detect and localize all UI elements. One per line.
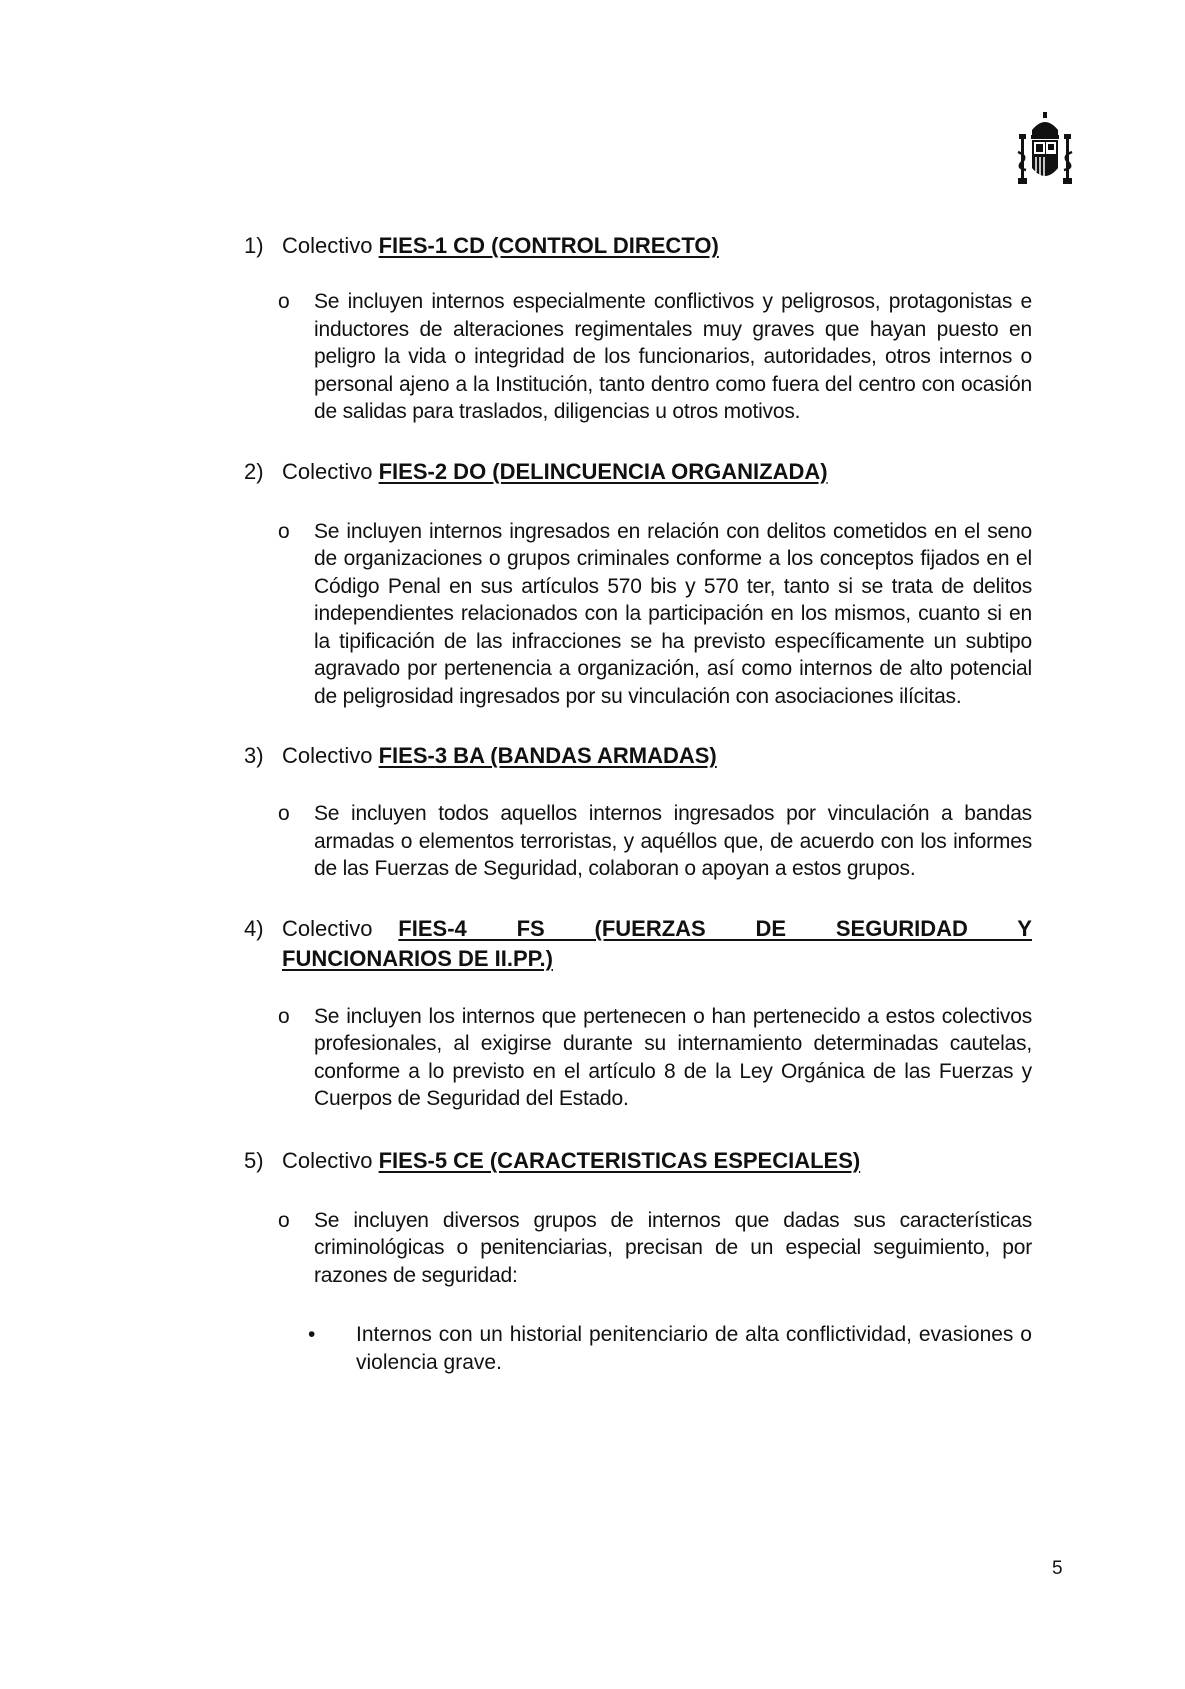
section-fies-5 [244,1147,1032,1377]
item-text: Se incluyen todos aquellos internos ingresados por vinculación a bandas armadas o elementos terroristas, y aquéllos que, de acuerdo con los informes de las Fuerzas de Seguridad, colaboran o apoyan a estos grupos. [314,802,1032,880]
section-number: 4) [244,915,264,941]
page-number: 5 [1052,1558,1063,1579]
list-item [244,1207,1032,1290]
item-text: Se incluyen internos especialmente conflictivos y peligrosos, protagonistas e inductores de alteraciones regimentales muy graves que hayan puesto en peligro la vida o integridad de los funcionarios, autoridades, otros internos o personal ajeno a la Institución, tanto dentro como fuera del centro con ocasión de salidas para traslados, diligencias u otros motivos. [314,290,1032,423]
section-heading [244,232,1032,260]
section-lead: Colectivo [282,743,373,768]
section-code: FIES-5 CE (CARACTERISTICAS ESPECIALES) [378,1147,861,1173]
section-lead: Colectivo [282,458,373,484]
list-item [244,1003,1032,1113]
section-heading [244,742,1032,770]
section-fies-1 [244,232,1032,426]
section-number: 2) [244,458,264,484]
item-marker: o [278,290,290,313]
section-heading [244,1147,1032,1175]
document-body [244,232,1032,1376]
item-marker: o [278,802,290,825]
list-item [244,518,1032,711]
section-code: FIES-2 DO (DELINCUENCIA ORGANIZADA) [378,458,828,484]
item-marker: o [278,1004,290,1028]
section-number: 5) [244,1147,264,1173]
item-marker: o [278,1208,290,1232]
section-code: FIES-3 BA (BANDAS ARMADAS) [378,743,717,768]
section-fies-2 [244,458,1032,711]
list-item [244,288,1032,426]
sub-list-item [244,1321,1032,1376]
coat-of-arms-icon [1016,112,1074,188]
section-code: FIES-1 CD (CONTROL DIRECTO) [378,233,719,258]
section-lead: Colectivo [282,1147,373,1173]
section-heading [244,915,1032,943]
item-text: Se incluyen internos ingresados en relación con delitos cometidos en el seno de organizaciones o grupos criminales conforme a los conceptos fijados en el Código Penal en sus artículos 570 bis y 570 ter, tanto si se trata de delitos independientes relacionados con la participación en los mismos, cuanto si en la tipificación de las infracciones se ha previsto específicamente un subtipo agravado por pertenencia a organización, así como internos de alto potencial de peligrosidad ingresados por su vinculación con asociaciones ilícitas. [314,519,1032,708]
section-fies-4 [244,915,1032,1113]
item-text: Se incluyen diversos grupos de internos que dadas sus características criminológicas o penitenciarias, precisan de un especial seguimiento, por razones de seguridad: [314,1208,1032,1287]
section-lead: Colectivo [282,915,373,941]
item-marker: o [278,519,290,543]
section-code: FIES-4 FS (FUERZAS DE SEGURIDAD Y [398,915,1032,941]
section-number: 1) [244,233,264,258]
section-heading-continued [244,945,1032,973]
item-text: Se incluyen los internos que pertenecen o han pertenecido a estos colectivos profesionales, al exigirse durante su internamiento determinadas cautelas, conforme a lo previsto en el artículo 8 de la Ley Orgánica de las Fuerzas y Cuerpos de Seguridad del Estado. [314,1004,1032,1110]
section-number: 3) [244,743,264,768]
section-heading [244,458,1032,486]
section-fies-3 [244,742,1032,883]
list-item [244,800,1032,883]
section-code-continued: FUNCIONARIOS DE II.PP.) [282,945,553,971]
bullet-marker: • [308,1323,316,1346]
section-lead: Colectivo [282,233,373,258]
sub-item-text: Internos con un historial penitenciario de alta conflictividad, evasiones o violencia grave. [356,1323,1032,1374]
